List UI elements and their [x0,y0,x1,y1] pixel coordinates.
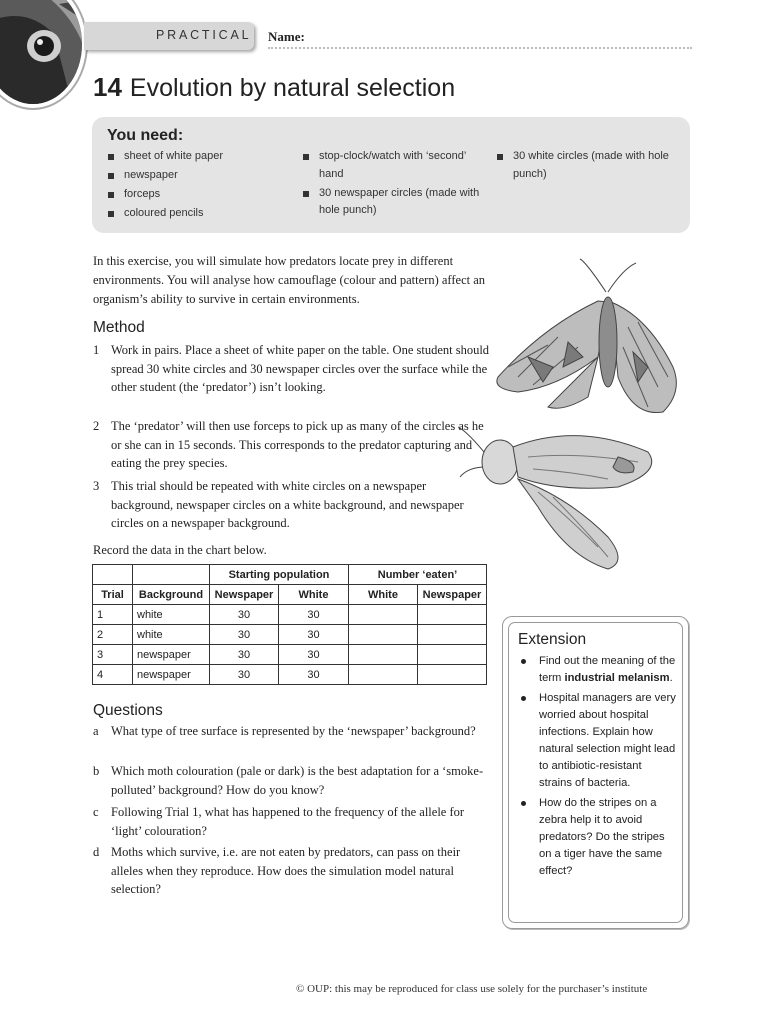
you-need-item: forceps [106,186,286,204]
you-need-item: sheet of white paper [106,148,286,166]
step-number: 1 [93,343,100,357]
you-need-item: 30 white circles (made with hole punch) [495,148,685,183]
record-instruction: Record the data in the chart below. [93,543,267,557]
question-item [93,762,491,799]
intro-paragraph: In this exercise, you will simulate how predators locate prey in different environments. You will analyse how camouflage (colour and pattern) affect an organism’s ability to survive in certain environments. [93,254,486,306]
table-cell: 2 [93,625,133,645]
copyright-footer: © OUP: this may be reproduced for class use solely for the purchaser’s institute [296,983,648,995]
table-row [93,625,487,645]
toucan-photo [0,0,86,108]
question-text: What type of tree surface is represented by the ‘newspaper’ background? [111,724,476,738]
table-group-header-row [93,565,487,585]
table-header: Newspaper [210,585,279,605]
table-cell: 3 [93,645,133,665]
practical-number: 14 [93,72,122,102]
step-number: 2 [93,419,100,433]
extension-box [502,616,689,929]
question-letter: c [93,805,99,819]
question-letter: b [93,764,100,778]
title-text: Evolution by natural selection [129,74,456,102]
question-text: Moths which survive, i.e. are not eaten by predators, can pass on their alleles when they reproduce. How does the simulation model natural selection? [111,845,461,896]
table-cell: 30 [279,665,349,685]
step-text: This trial should be repeated with white circles on a newspaper background, newspaper circles on a white background, and newspaper circles on a newspaper background. [111,479,464,530]
table-cell: newspaper [133,645,210,665]
table-cell-empty[interactable] [349,665,418,685]
table-cell: 30 [210,645,279,665]
table-cell: 30 [279,605,349,625]
table-cell-empty[interactable] [418,605,487,625]
table-group-header-empty [133,565,210,585]
table-header: White [349,585,418,605]
table-cell-empty[interactable] [349,605,418,625]
you-need-item: newspaper [106,167,286,185]
step-number: 3 [93,479,100,493]
table-row [93,665,487,685]
data-table [92,564,487,685]
page-title [93,72,455,103]
you-need-list-col2 [301,148,491,221]
pale-moth-illustration [458,427,652,569]
step-text: The ‘predator’ will then use forceps to pick up as many of the circles as he or she can in 15 seconds. This corresponds to the predator capturing and eating the prey species. [111,419,484,470]
table-cell: 30 [210,625,279,645]
table-cell-empty[interactable] [349,625,418,645]
table-row [93,605,487,625]
question-text: Which moth colouration (pale or dark) is the best adaptation for a ‘smoke-polluted’ background? How do you know? [111,764,484,797]
practical-tab [84,22,254,50]
table-cell-empty[interactable] [418,645,487,665]
table-cell: 30 [279,625,349,645]
extension-item1-post: . [669,672,673,684]
table-cell-empty[interactable] [349,645,418,665]
method-step [93,417,491,473]
extension-item: Hospital managers are very worried about hospital infections. Explain how natural selection might lead to antibiotic-resistant strains of bacteria. [519,690,677,792]
question-text: Following Trial 1, what has happened to the frequency of the allele for ‘light’ colouration? [111,805,465,838]
extension-item1-bold: industrial melanism [564,672,670,684]
table-cell-empty[interactable] [418,625,487,645]
table-cell: 30 [279,645,349,665]
table-group-header: Starting population [210,565,349,585]
table-header: Background [133,585,210,605]
table-cell-empty[interactable] [418,665,487,685]
table-cell: white [133,605,210,625]
extension-item [519,653,677,687]
method-step [93,341,491,397]
dark-moth-illustration [497,259,676,413]
table-header: Newspaper [418,585,487,605]
table-cell: 30 [210,665,279,685]
extension-item: How do the stripes on a zebra help it to avoid predators? Do the stripes on a tiger have the same effect? [519,795,677,880]
table-group-header-empty [93,565,133,585]
extension-item1-pre: Find out the meaning of the term [539,655,676,684]
you-need-box [92,117,690,233]
you-need-heading: You need: [107,127,184,144]
extension-heading: Extension [518,631,587,648]
practical-label: PRACTICAL [156,28,252,42]
table-header-row [93,585,487,605]
questions-heading: Questions [93,702,163,719]
table-header: Trial [93,585,133,605]
you-need-list-col3 [495,148,685,185]
table-cell: white [133,625,210,645]
table-cell: newspaper [133,665,210,685]
question-item [93,803,491,840]
table-header: White [279,585,349,605]
moths-illustration [458,257,690,577]
table-cell: 4 [93,665,133,685]
question-item [93,722,491,741]
step-text: Work in pairs. Place a sheet of white paper on the table. One student should spread 30 white circles and 30 newspaper circles over the surface while the other student (the ‘predator’) isn’t looking. [111,343,490,394]
table-group-header: Number ‘eaten’ [349,565,487,585]
question-item [93,843,491,899]
method-heading: Method [93,319,145,336]
you-need-item: coloured pencils [106,205,286,223]
table-cell: 1 [93,605,133,625]
you-need-item: stop-clock/watch with ‘second’ hand [301,148,491,183]
name-dotted-line [268,47,692,49]
table-cell: 30 [210,605,279,625]
you-need-list-col1 [106,148,286,224]
question-letter: a [93,724,99,738]
you-need-item: 30 newspaper circles (made with hole punch) [301,185,491,220]
extension-list [519,653,677,883]
table-row [93,645,487,665]
method-step [93,477,491,533]
name-label: Name: [268,29,305,44]
question-letter: d [93,845,100,859]
